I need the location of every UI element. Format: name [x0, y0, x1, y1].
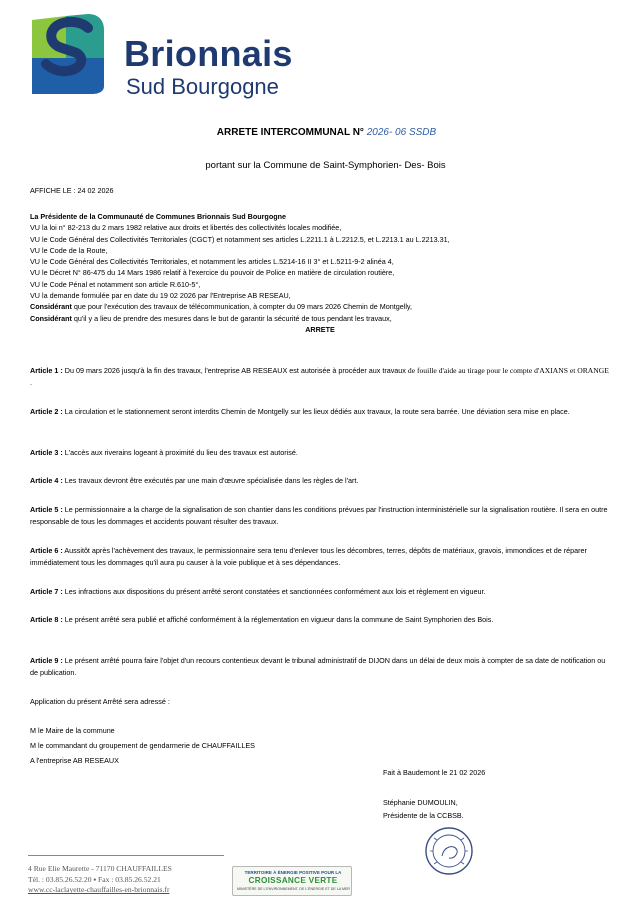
article-text-serif: de fouille d'aide au tirage pour le compte d'AXIANS et ORANGE: [407, 366, 609, 375]
recipient-list: [30, 723, 255, 769]
article-2: [30, 406, 612, 418]
footer-contact: [28, 864, 172, 896]
article-label: Article 9 :: [30, 656, 63, 665]
title-prefix: ARRETE INTERCOMMUNAL N°: [216, 127, 367, 138]
considerant-label: Considérant: [30, 313, 72, 323]
vu-line: VU le Code de la Route,: [30, 245, 108, 255]
vu-line: VU le Code Général des Collectivités Territoriales (CGCT) et notamment ses articles L.2211.1 à L.2212.5, et L.2213.1 au L.2213.31,: [30, 234, 450, 244]
signature-block: [383, 796, 464, 822]
article-3: [30, 447, 612, 459]
authority: La Présidente de la Communauté de Communes Brionnais Sud Bourgogne: [30, 212, 286, 221]
badge-line2: CROISSANCE VERTE: [248, 876, 338, 885]
footer-address: 4 Rue Elie Maurette - 71170 CHAUFFAILLES: [28, 864, 172, 873]
tepcv-badge: [232, 866, 352, 896]
article-6: [30, 545, 612, 568]
article-5: [30, 504, 612, 527]
footer-divider: [28, 855, 224, 856]
article-text: Aussitôt après l'achèvement des travaux, le permissionnaire sera tenu d'enlever tous les décombres, terres, dépôts de matériaux, gravois, immondices et de réparer immédiatement tous les dommages qu'il aura pu causer à la voie publique et à ses dépendances.: [30, 546, 587, 567]
vu-line: VU le Décret N° 86-475 du 14 Mars 1986 relatif à l'exercice du pouvoir de Police en matière de circulation routière,: [30, 268, 395, 278]
arrete-heading: ARRETE: [305, 324, 335, 334]
article-7: [30, 586, 612, 598]
article-4: [30, 475, 612, 487]
article-text: Du 09 mars 2026 jusqu'à la fin des travaux, l'entreprise AB RESEAUX est autorisée à procéder aux travaux: [62, 366, 408, 375]
article-label: Article 8 :: [30, 615, 63, 624]
article-label: Article 4 :: [30, 476, 63, 485]
vu-line: VU le Code Général des Collectivités Territoriales, et notamment les articles L.5214-16 II 3° et L.5211-9-2 alinéa 4,: [30, 257, 394, 267]
recipient: M le commandant du groupement de gendarmerie de CHAUFFAILLES: [30, 741, 255, 751]
article-text: La circulation et le stationnement seront interdits Chemin de Montgelly sur les lieux dédiés aux travaux, la route sera barrée. Une déviation sera mise en place.: [62, 407, 570, 416]
place-date: Fait à Baudemont le 21 02 2026: [383, 768, 486, 777]
article-text: Le présent arrêté sera publié et affiché conformément à la réglementation en vigueur dans la commune de Saint Symphorien des Bois.: [62, 615, 494, 624]
considerant-label: Considérant: [30, 302, 72, 312]
document-title: [0, 127, 637, 138]
application-note: Application du présent Arrêté sera adressé :: [30, 697, 170, 706]
article-text: Le permissionnaire a la charge de la signalisation de son chantier dans les conditions prévues par l'instruction interministérielle sur la signalisation routière. Il sera en outre responsable de tous les dommages et accidents pouvant résulter des travaux.: [30, 505, 608, 526]
article-text: Les travaux devront être exécutés par une main d'œuvre spécialisée dans les règles de l'art.: [62, 476, 359, 485]
article-text: Les infractions aux dispositions du présent arrêté seront constatées et sanctionnées conformément aux lois et règlement en vigueur.: [62, 587, 486, 596]
recipient: M le Maire de la commune: [30, 726, 115, 735]
preamble: [30, 211, 610, 335]
vu-line: VU la loi n° 82-213 du 2 mars 1982 relative aux droits et libertés des collectivités locales modifiée,: [30, 223, 342, 233]
signatory-role: Présidente de la CCBSB.: [383, 811, 464, 820]
recipient: A l'entreprise AB RESEAUX: [30, 756, 119, 766]
vu-line: VU la demande formulée par en date du 19 02 2026 par l'Entreprise AB RESEAU,: [30, 291, 291, 301]
article-text: Le présent arrêté pourra faire l'objet d'un recours contentieux devant le tribunal administratif de DIJON dans un délai de deux mois à compter de sa date de notification ou de publication.: [30, 656, 606, 677]
article-label: Article 3 :: [30, 448, 63, 457]
article-9: [30, 655, 612, 678]
article-label: Article 2 :: [30, 407, 63, 416]
considerant-text: qu'il y a lieu de prendre des mesures dans le but de garantir la sécurité de tous pendant les travaux,: [71, 313, 392, 323]
article-label: Article 5 :: [30, 505, 63, 514]
posting-date: AFFICHE LE : 24 02 2026: [30, 186, 114, 195]
article-text-end: .: [30, 377, 32, 387]
considerant-text: que pour l'exécution des travaux de télécommunication, à compter du 09 mars 2026 Chemin de Montgelly,: [71, 302, 412, 312]
document-subtitle: portant sur la Commune de Saint-Symphorien- Des- Bois: [205, 160, 446, 171]
signatory-name: Stéphanie DUMOULIN,: [383, 798, 458, 807]
badge-line3: MINISTÈRE DE L'ENVIRONNEMENT, DE L'ÉNERGIE ET DE LA MER: [237, 887, 350, 891]
article-label: Article 1 :: [30, 366, 63, 375]
article-text: L'accès aux riverains logeant à proximité du lieu des travaux est autorisé.: [62, 448, 298, 457]
decree-number: 2026- 06 SSDB: [366, 127, 437, 138]
article-label: Article 6 :: [30, 546, 63, 555]
brand-name: Brionnais: [124, 33, 293, 74]
article-8: [30, 614, 612, 626]
article-label: Article 7 :: [30, 587, 63, 596]
footer-phone: Tél. : 03.85.26.52.20 ▪ Fax : 03.85.26.52.21: [28, 874, 161, 884]
badge-line1: TERRITOIRE À ÉNERGIE POSITIVE POUR LA: [244, 870, 342, 875]
considerant-line: [30, 301, 610, 312]
official-seal-icon: [424, 826, 474, 876]
article-1: [30, 365, 612, 388]
logo: [26, 14, 326, 99]
logo-mark-icon: [26, 14, 108, 94]
considerant-line: [30, 313, 610, 324]
footer-website-link[interactable]: www.cc-laclayette-chauffailles-en-brionnais.fr: [28, 885, 170, 895]
vu-line: VU le Code Pénal et notamment son article R.610-5°,: [30, 279, 201, 289]
brand-subname: Sud Bourgogne: [126, 74, 279, 99]
